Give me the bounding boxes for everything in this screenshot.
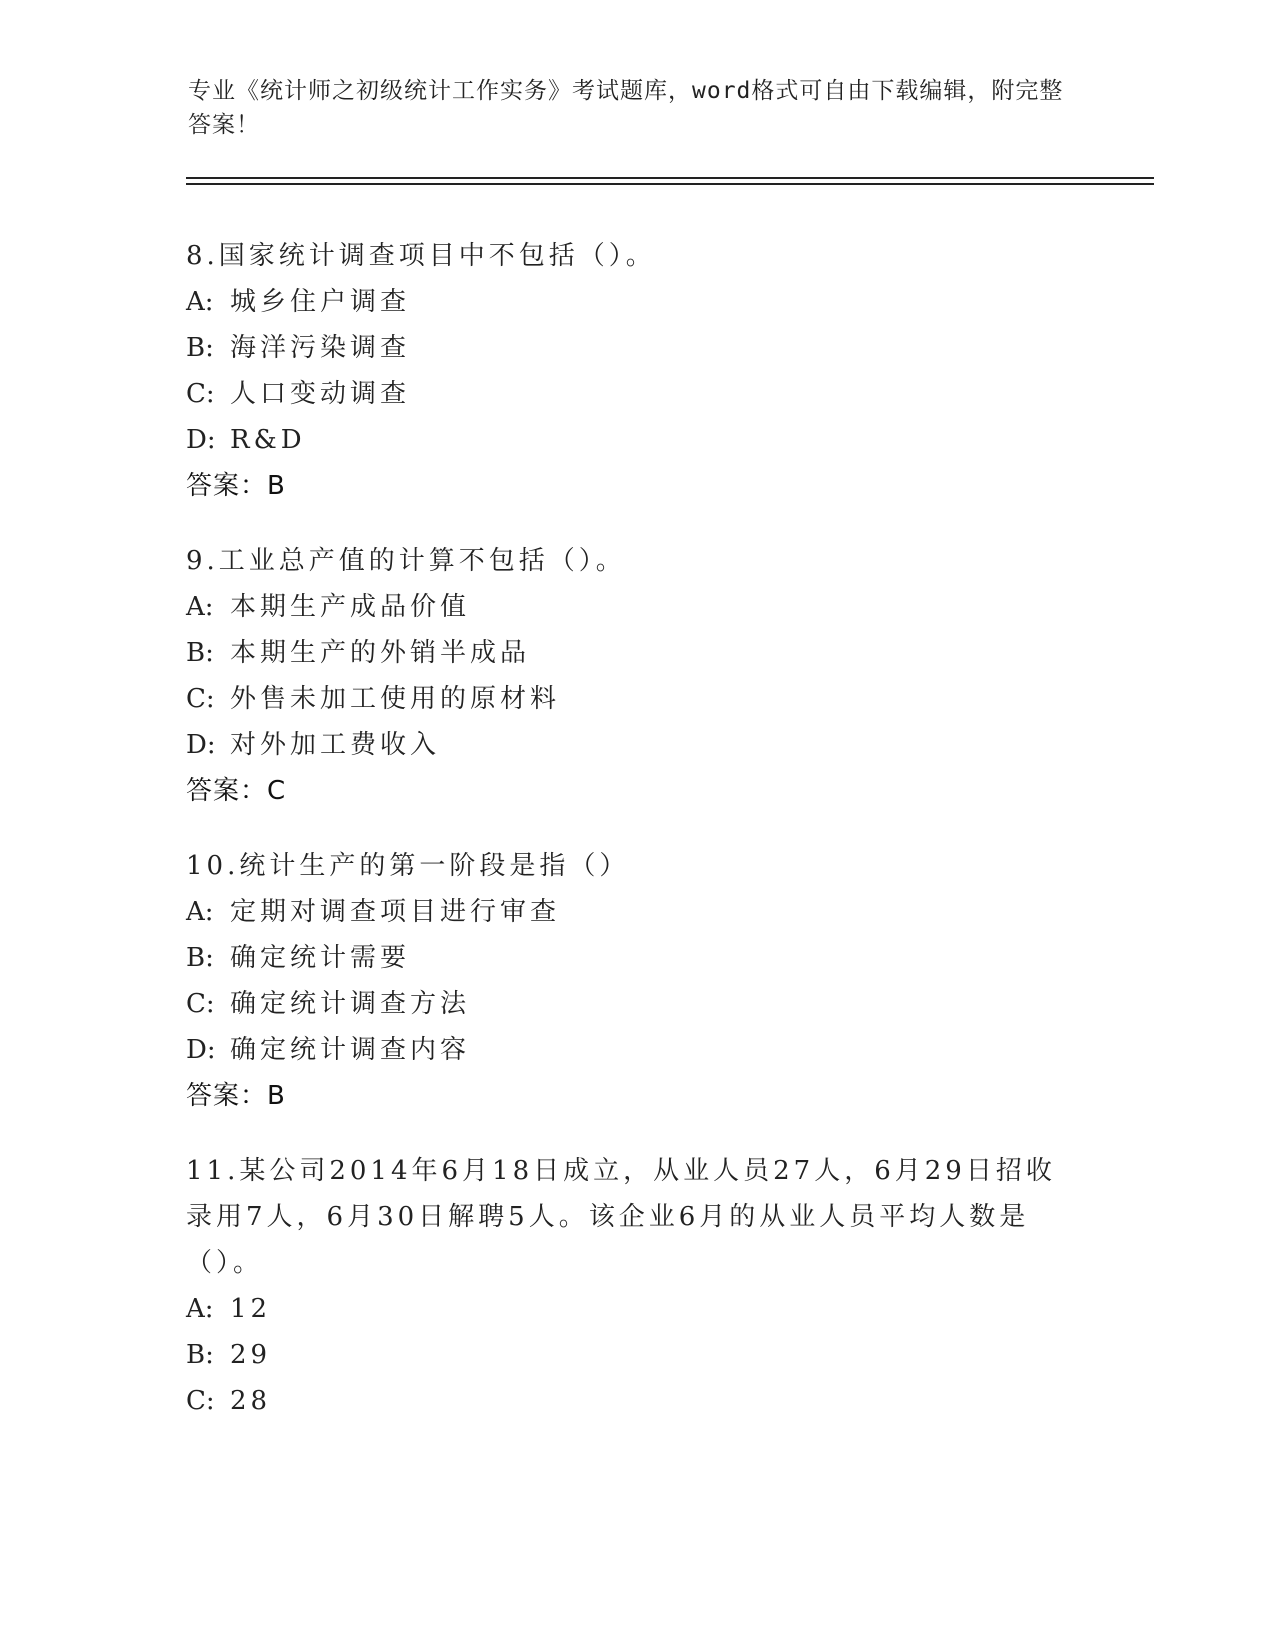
option-text: 定期对调查项目进行审查 — [230, 897, 561, 927]
option-key: D: — [186, 730, 216, 760]
option-text: 确定统计调查内容 — [230, 1035, 471, 1065]
option-key: D: — [186, 425, 216, 455]
option-text: 确定统计需要 — [230, 943, 411, 973]
option-d — [186, 417, 1086, 463]
option-a — [186, 279, 1086, 325]
option-text: 12 — [230, 1294, 272, 1324]
option-a — [186, 889, 1086, 935]
option-key: B: — [186, 1340, 214, 1370]
question-stem: 9.工业总产值的计算不包括（）。 — [186, 546, 626, 576]
option-d — [186, 1027, 1086, 1073]
answer-line: 答案：C — [186, 776, 287, 806]
option-b — [186, 325, 1086, 371]
option-c — [186, 371, 1086, 417]
question-10 — [186, 843, 1086, 1119]
option-key: C: — [186, 1386, 215, 1416]
question-stem: 10.统计生产的第一阶段是指（） — [186, 851, 630, 881]
option-a — [186, 584, 1086, 630]
option-b — [186, 935, 1086, 981]
option-text: 确定统计调查方法 — [230, 989, 471, 1019]
question-stem: 8.国家统计调查项目中不包括（）。 — [186, 241, 656, 271]
option-c — [186, 1378, 1066, 1424]
question-8 — [186, 233, 1086, 509]
option-key: B: — [186, 638, 214, 668]
option-text: R&D — [230, 425, 306, 455]
option-key: B: — [186, 333, 214, 363]
header-divider-bottom — [186, 183, 1154, 185]
option-key: A: — [186, 1294, 214, 1324]
question-11 — [186, 1148, 1066, 1424]
option-text: 城乡住户调查 — [230, 287, 411, 317]
option-key: A: — [186, 287, 214, 317]
option-b — [186, 630, 1086, 676]
option-text: 本期生产成品价值 — [230, 592, 471, 622]
option-key: B: — [186, 943, 214, 973]
question-9 — [186, 538, 1086, 814]
option-text: 本期生产的外销半成品 — [230, 638, 531, 668]
option-key: C: — [186, 989, 215, 1019]
option-c — [186, 676, 1086, 722]
option-text: 对外加工费收入 — [230, 730, 441, 760]
option-b — [186, 1332, 1066, 1378]
option-text: 外售未加工使用的原材料 — [230, 684, 561, 714]
option-text: 海洋污染调查 — [230, 333, 411, 363]
option-text: 29 — [230, 1340, 272, 1370]
option-key: A: — [186, 592, 214, 622]
option-text: 28 — [230, 1386, 272, 1416]
option-key: C: — [186, 379, 215, 409]
document-header: 专业《统计师之初级统计工作实务》考试题库，word格式可自由下载编辑，附完整答案！ — [188, 78, 1064, 138]
answer-line: 答案：B — [186, 471, 286, 501]
option-key: D: — [186, 1035, 216, 1065]
option-c — [186, 981, 1086, 1027]
option-a — [186, 1286, 1066, 1332]
answer-line: 答案：B — [186, 1081, 286, 1111]
option-key: C: — [186, 684, 215, 714]
option-key: A: — [186, 897, 214, 927]
header-divider-top — [186, 177, 1154, 179]
option-text: 人口变动调查 — [230, 379, 411, 409]
option-d — [186, 722, 1086, 768]
question-stem: 11.某公司2014年6月18日成立，从业人员27人，6月29日招收录用7人，6月30日解聘5人。该企业6月的从业人员平均人数是（）。 — [186, 1156, 1056, 1278]
